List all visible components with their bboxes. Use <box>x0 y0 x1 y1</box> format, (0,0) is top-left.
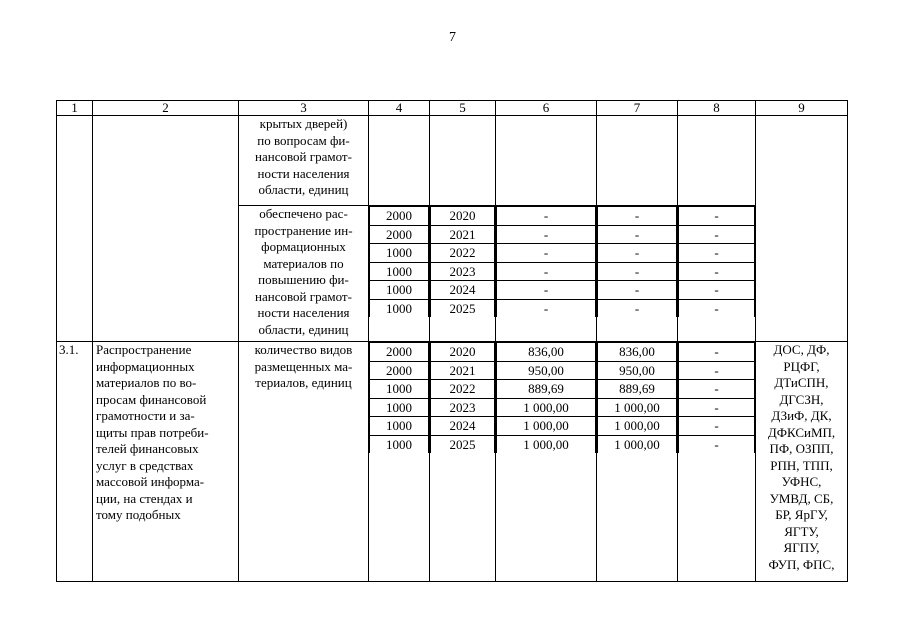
col7-cell <box>597 206 678 342</box>
col4-cell <box>369 206 430 342</box>
other-value: - <box>679 361 755 380</box>
budget-value: 950,00 <box>497 361 596 380</box>
empty-cell <box>756 116 848 342</box>
regional-value: 950,00 <box>598 361 677 380</box>
budget-value: 889,69 <box>497 380 596 399</box>
year-value: 2025 <box>431 299 495 317</box>
year-value: 2021 <box>431 361 495 380</box>
col5-cell <box>430 206 496 342</box>
header-cell: 5 <box>430 101 496 116</box>
regional-value: 1 000,00 <box>598 435 677 453</box>
empty-cell <box>597 116 678 206</box>
indicator-continuation: крытых дверей) по вопросам фи- нансовой грамот- ности населения области, единиц <box>239 116 369 206</box>
col6-values <box>496 342 596 453</box>
other-value: - <box>679 299 755 317</box>
page-number: 7 <box>449 30 456 45</box>
year-value: 2022 <box>431 244 495 263</box>
other-value: - <box>679 435 755 453</box>
col5-years <box>430 206 495 317</box>
col4-values <box>369 342 429 453</box>
year-value: 2021 <box>431 225 495 244</box>
year-value: 2020 <box>431 343 495 362</box>
regional-value: - <box>598 207 677 226</box>
year-value: 2023 <box>431 262 495 281</box>
plan-value: 2000 <box>370 343 429 362</box>
plan-value: 2000 <box>370 207 429 226</box>
budget-value: 836,00 <box>497 343 596 362</box>
year-value: 2024 <box>431 417 495 436</box>
year-value: 2020 <box>431 207 495 226</box>
continuation-row-top <box>57 116 848 206</box>
year-value: 2022 <box>431 380 495 399</box>
col7-values <box>597 342 677 453</box>
indicator-distribution: обеспечено рас- пространение ин- формационных материалов по повышению фи- нансовой грамот- ности населения области, единиц <box>239 206 369 342</box>
other-value: - <box>679 244 755 263</box>
plan-value: 1000 <box>370 299 429 317</box>
budget-value: 1 000,00 <box>497 435 596 453</box>
empty-cell <box>678 116 756 206</box>
col7-cell <box>597 342 678 582</box>
year-value: 2024 <box>431 281 495 300</box>
budget-value: - <box>497 299 596 317</box>
header-row <box>57 101 848 116</box>
budget-value: - <box>497 225 596 244</box>
other-value: - <box>679 343 755 362</box>
other-value: - <box>679 281 755 300</box>
year-value: 2023 <box>431 398 495 417</box>
other-value: - <box>679 380 755 399</box>
budget-value: - <box>497 207 596 226</box>
col6-cell <box>496 342 597 582</box>
col8-values <box>678 206 755 317</box>
item-row-3-1 <box>57 342 848 582</box>
other-value: - <box>679 225 755 244</box>
budget-value: - <box>497 244 596 263</box>
col8-cell <box>678 206 756 342</box>
plan-value: 2000 <box>370 361 429 380</box>
regional-value: - <box>598 299 677 317</box>
col6-cell <box>496 206 597 342</box>
header-cell: 1 <box>57 101 93 116</box>
regional-value: 1 000,00 <box>598 398 677 417</box>
plan-value: 1000 <box>370 435 429 453</box>
plan-value: 1000 <box>370 244 429 263</box>
empty-cell <box>369 116 430 206</box>
item-number: 3.1. <box>57 342 93 582</box>
col6-values <box>496 206 596 317</box>
item-indicator: количество видов размещенных ма- териалов, единиц <box>239 342 369 582</box>
col8-cell <box>678 342 756 582</box>
budget-value: - <box>497 262 596 281</box>
other-value: - <box>679 207 755 226</box>
plan-value: 1000 <box>370 380 429 399</box>
plan-value: 2000 <box>370 225 429 244</box>
program-table <box>56 100 848 582</box>
header-cell: 7 <box>597 101 678 116</box>
header-cell: 4 <box>369 101 430 116</box>
col7-values <box>597 206 677 317</box>
regional-value: 1 000,00 <box>598 417 677 436</box>
col4-cell <box>369 342 430 582</box>
other-value: - <box>679 262 755 281</box>
header-cell: 8 <box>678 101 756 116</box>
regional-value: 836,00 <box>598 343 677 362</box>
item-executors: ДОС, ДФ, РЦФГ, ДТиСПН, ДГСЗН, ДЗиФ, ДК, ДФКСиМП, ПФ, ОЗПП, РПН, ТПП, УФНС, УМВД, СБ, БР, ЯрГУ, ЯГТУ, ЯГПУ, ФУП, ФПС, <box>756 342 848 582</box>
regional-value: - <box>598 281 677 300</box>
empty-cell <box>93 116 239 342</box>
item-name: Распространение информационных материалов по во- просам финансовой грамотности и за- щиты прав потреби- телей финансовых услуг в средствах массовой информа- ции, на стендах и тому подобных <box>93 342 239 582</box>
empty-cell <box>57 116 93 342</box>
regional-value: - <box>598 225 677 244</box>
header-cell: 9 <box>756 101 848 116</box>
empty-cell <box>430 116 496 206</box>
plan-value: 1000 <box>370 262 429 281</box>
plan-value: 1000 <box>370 398 429 417</box>
empty-cell <box>496 116 597 206</box>
col4-values <box>369 206 429 317</box>
regional-value: - <box>598 262 677 281</box>
plan-value: 1000 <box>370 281 429 300</box>
col5-years <box>430 342 495 453</box>
year-value: 2025 <box>431 435 495 453</box>
budget-value: 1 000,00 <box>497 417 596 436</box>
plan-value: 1000 <box>370 417 429 436</box>
col5-cell <box>430 342 496 582</box>
budget-value: 1 000,00 <box>497 398 596 417</box>
col8-values <box>678 342 755 453</box>
header-cell: 6 <box>496 101 597 116</box>
budget-value: - <box>497 281 596 300</box>
other-value: - <box>679 398 755 417</box>
regional-value: 889,69 <box>598 380 677 399</box>
regional-value: - <box>598 244 677 263</box>
header-cell: 2 <box>93 101 239 116</box>
other-value: - <box>679 417 755 436</box>
header-cell: 3 <box>239 101 369 116</box>
